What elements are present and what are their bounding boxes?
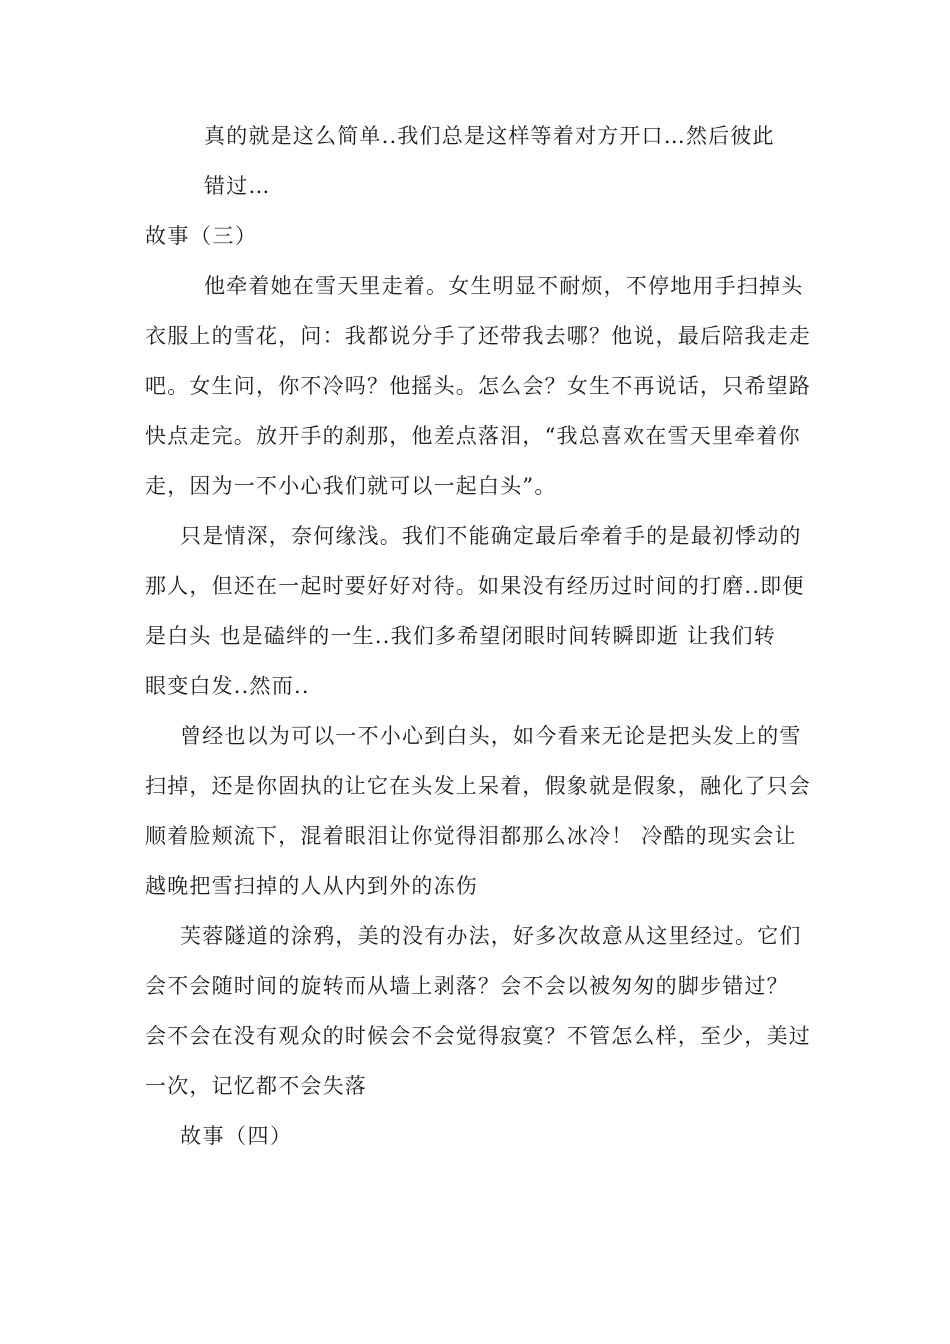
story-three-line-5: 走，因为一不小心我们就可以一起白头”。 <box>145 474 557 498</box>
paragraph-four-line-2: 会不会随时间的旋转而从墙上剥落？会不会以被匆匆的脚步错过？ <box>145 974 789 998</box>
paragraph-two-line-4: 眼变白发..然而.. <box>145 674 310 698</box>
intro-line-1: 真的就是这么简单..我们总是这样等着对方开口…然后彼此 <box>204 124 775 148</box>
paragraph-four-line-4: 一次，记忆都不会失落 <box>145 1074 367 1098</box>
paragraph-three-line-2: 扫掉，还是你固执的让它在头发上呆着，假象就是假象，融化了只会 <box>145 774 811 798</box>
paragraph-four-line-3: 会不会在没有观众的时候会不会觉得寂寞？不管怎么样，至少，美过 <box>145 1024 811 1048</box>
paragraph-two-line-3: 是白头 也是磕绊的一生..我们多希望闭眼时间转瞬即逝 让我们转 <box>145 624 776 648</box>
paragraph-three-line-1: 曾经也以为可以一不小心到白头，如今看来无论是把头发上的雪 <box>180 724 802 748</box>
intro-line-2: 错过… <box>204 174 271 198</box>
paragraph-four-line-1: 芙蓉隧道的涂鸦，美的没有办法，好多次故意从这里经过。它们 <box>180 924 802 948</box>
story-three-line-1: 他牵着她在雪天里走着。女生明显不耐烦，不停地用手扫掉头 <box>204 274 804 298</box>
story-three-line-3: 吧。女生问，你不冷吗？他摇头。怎么会？女生不再说话，只希望路 <box>145 374 811 398</box>
story-three-line-2: 衣服上的雪花，问：我都说分手了还带我去哪？他说，最后陪我走走 <box>145 324 811 348</box>
paragraph-two-line-2: 那人，但还在一起时要好好对待。如果没有经历过时间的打磨..即便 <box>145 574 805 598</box>
heading-story-three: 故事（三） <box>145 224 258 248</box>
story-three-line-4: 快点走完。放开手的刹那，他差点落泪，“我总喜欢在雪天里牵着你 <box>145 424 801 448</box>
paragraph-three-line-4: 越晚把雪扫掉的人从内到外的冻伤 <box>145 874 478 898</box>
heading-story-four: 故事（四） <box>180 1124 293 1148</box>
paragraph-three-line-3: 顺着脸颊流下，混着眼泪让你觉得泪都那么冰冷！ 冷酷的现实会让 <box>145 824 797 848</box>
paragraph-two-line-1: 只是情深，奈何缘浅。我们不能确定最后牵着手的是最初悸动的 <box>180 524 802 548</box>
